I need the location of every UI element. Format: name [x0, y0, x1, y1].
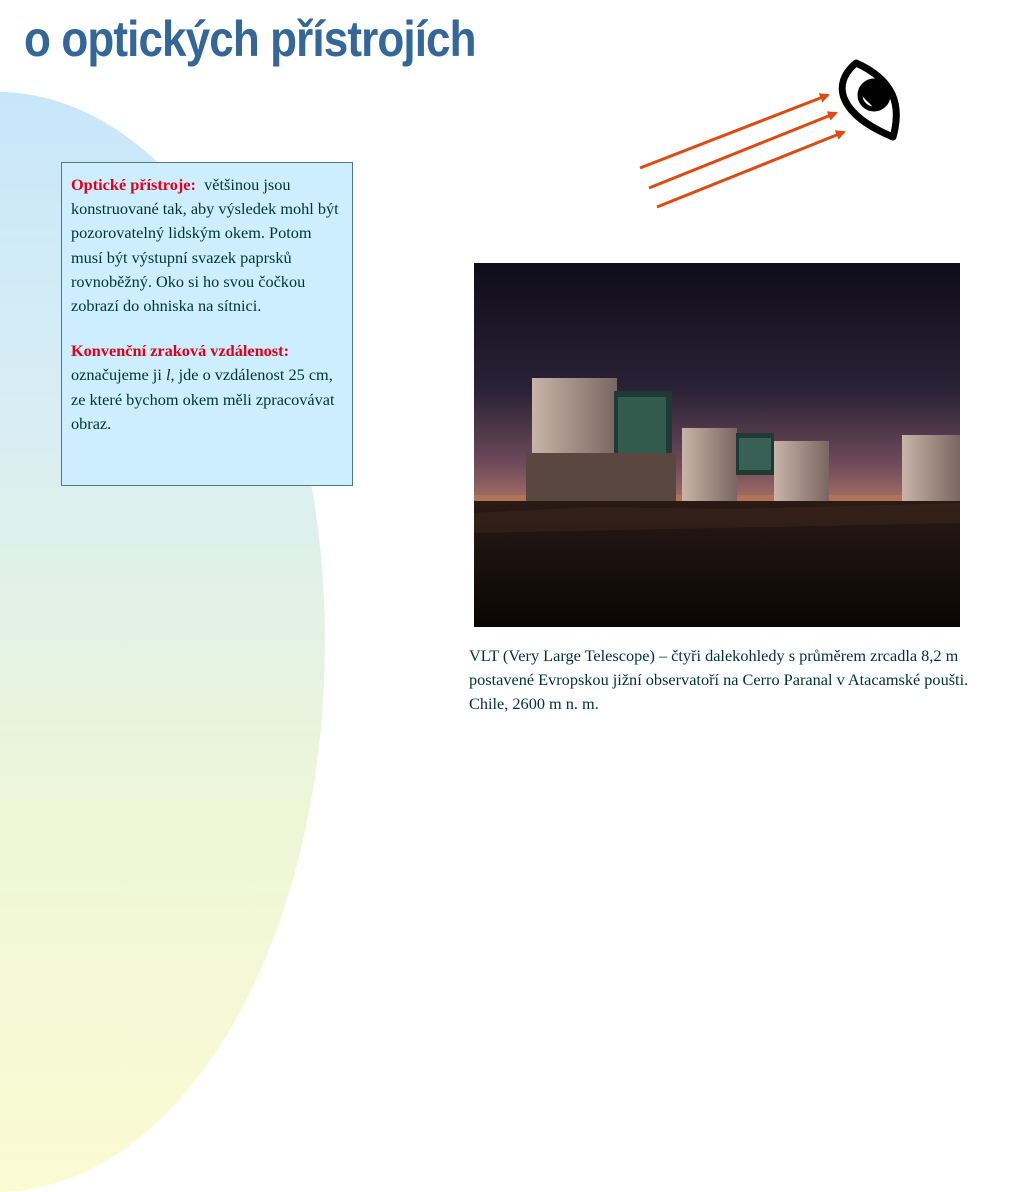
- photo-caption: VLT (Very Large Telescope) – čtyři dalekohledy s průměrem zrcadla 8,2 m postavené Evropskou jižní observatoří na Cerro Paranal v Atacamské poušti. Chile, 2600 m n. m.: [469, 646, 969, 714]
- vlt-telescope-photo: [474, 263, 960, 627]
- viewing-distance-text-before: označujeme ji: [71, 365, 162, 385]
- optical-instruments-paragraph: [71, 173, 343, 318]
- light-ray: [657, 132, 844, 207]
- viewing-distance-text-after: , jde o vzdálenost 25 cm, ze které bychom okem měli zpracovávat obraz.: [71, 365, 335, 433]
- light-ray: [640, 95, 828, 168]
- info-textbox: [61, 162, 353, 486]
- viewing-distance-term: Konvenční zraková vzdálenost:: [71, 341, 289, 361]
- slide-title: o optických přístrojích: [24, 11, 476, 67]
- optical-instruments-text: většinou jsou konstruované tak, aby výsledek mohl být pozorovatelný lidským okem. Potom musí být výstupní svazek paprsků rovnoběžný. Oko si ho svou čočkou zobrazí do ohniska na sítnici.: [71, 175, 339, 316]
- light-ray: [649, 113, 836, 188]
- eye-icon: [842, 63, 896, 137]
- optical-instruments-term: Optické přístroje:: [71, 175, 196, 194]
- parallel-rays-to-eye-diagram: [630, 55, 920, 215]
- parallel-rays-icon: [640, 95, 844, 207]
- viewing-distance-paragraph: [71, 339, 343, 436]
- distance-symbol: l: [165, 365, 171, 385]
